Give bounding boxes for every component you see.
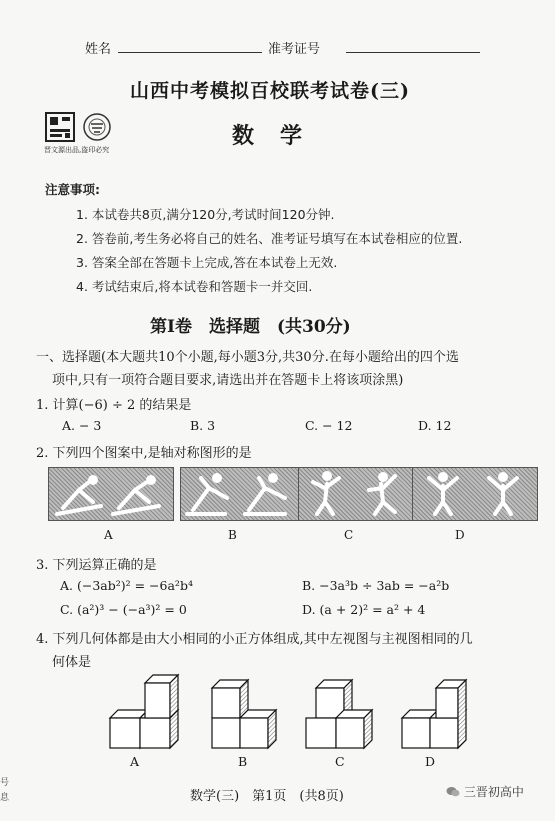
instructions-line: 项中,只有一项符合题目要求,请选出并在答题卡上将该项涂黑) [52, 373, 404, 388]
edge-char: 号 [0, 778, 10, 788]
logo-caption: 晋文源出品,盗印必究 [44, 146, 110, 154]
q4-figure-b [212, 680, 276, 748]
q4-label-c: C [335, 754, 345, 769]
q2-label-b: B [228, 528, 237, 542]
page-footer: 数学(三) 第1页 (共8页) [190, 789, 344, 804]
notice-item: 4. 考试结束后,将本试卷和答题卡一并交回. [76, 279, 313, 294]
edge-char: 息 [0, 793, 10, 803]
notice-item: 1. 本试卷共8页,满分120分,考试时间120分钟. [76, 207, 335, 222]
q4-label-d: D [425, 754, 436, 769]
exam-title: 山西中考模拟百校联考试卷(三) [130, 80, 410, 102]
q3-option-b: B. −3a³b ÷ 3ab = −a²b [302, 578, 450, 593]
watermark-text: 三晋初高中 [463, 785, 524, 799]
q1-option-c: C. − 12 [305, 418, 353, 433]
notice-heading: 注意事项: [45, 182, 100, 197]
q1-option-b: B. 3 [190, 418, 216, 433]
q2-label-a: A [104, 528, 113, 542]
q1-option-d: D. 12 [418, 418, 452, 433]
q2-label-d: D [455, 528, 465, 542]
exam-number-label: 准考证号 [268, 42, 321, 57]
q3-option-c: C. (a²)³ − (−a³)² = 0 [60, 602, 187, 617]
name-label: 姓名 [85, 42, 112, 57]
question-2-stem: 2. 下列四个图案中,是轴对称图形的是 [36, 446, 252, 461]
q1-option-a: A. − 3 [62, 418, 102, 433]
q3-option-d: D. (a + 2)² = a² + 4 [302, 602, 426, 617]
question-1-stem: 1. 计算(−6) ÷ 2 的结果是 [36, 398, 192, 413]
q4-figure-a [110, 675, 178, 748]
q4-figure-c [306, 680, 372, 748]
q4-figure-d [402, 680, 466, 748]
notice-item: 2. 答卷前,考生务必将自己的姓名、准考证号填写在本试卷相应的位置. [76, 231, 463, 246]
q3-option-a: A. (−3ab²)² = −6a²b⁴ [60, 578, 193, 593]
question-4-stem-cont: 何体是 [52, 655, 92, 670]
wechat-icon [446, 786, 460, 798]
question-3-stem: 3. 下列运算正确的是 [36, 558, 157, 573]
watermark [446, 783, 524, 800]
q2-label-c: C [344, 528, 354, 542]
q4-label-b: B [238, 754, 248, 769]
q4-label-a: A [130, 754, 140, 769]
instructions-line: 一、选择题(本大题共10个小题,每小题3分,共30分.在每小题给出的四个选 [36, 350, 459, 365]
section-title: 第Ⅰ卷 选择题 (共30分) [150, 317, 351, 337]
question-4-stem: 4. 下列几何体都是由大小相同的小正方体组成,其中左视图与主视图相同的几 [36, 632, 473, 647]
notice-item: 3. 答案全部在答题卡上完成,答在本试卷上无效. [76, 255, 338, 270]
subject-title: 数学 [232, 123, 329, 149]
